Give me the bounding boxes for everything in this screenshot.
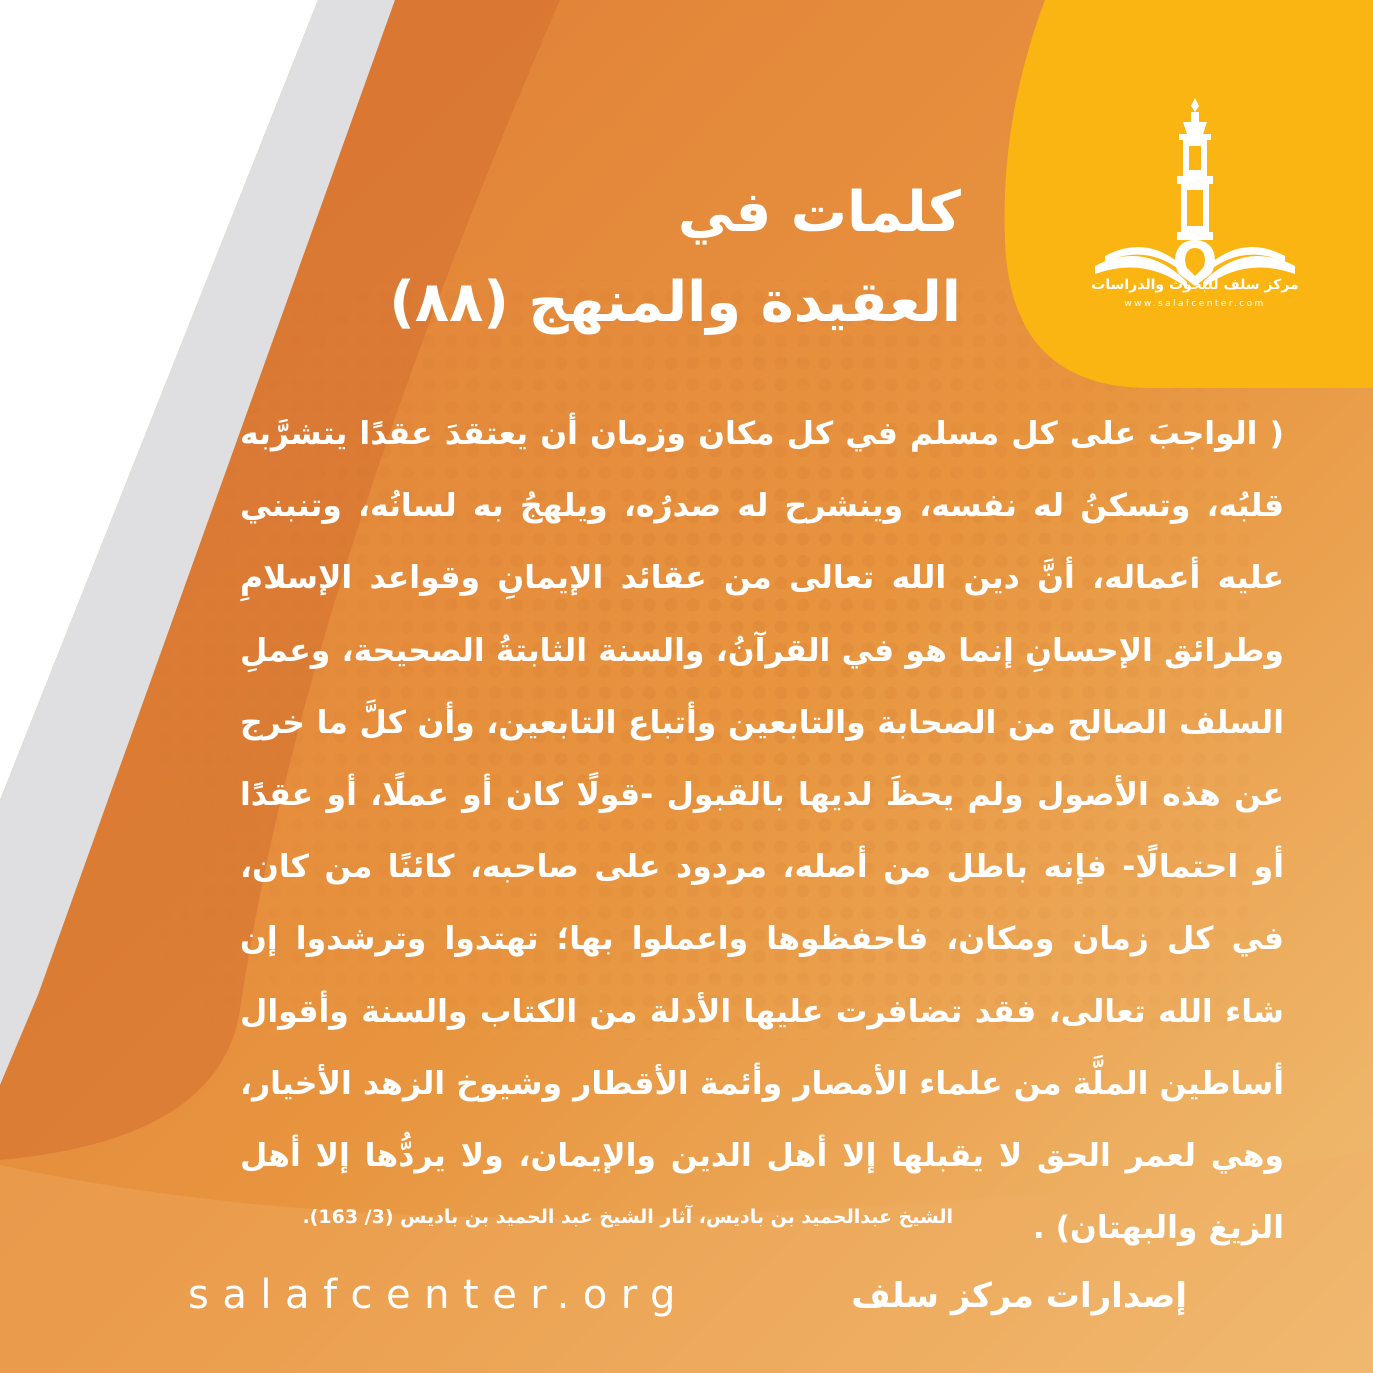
- title-line-1: كلمات في: [677, 180, 961, 245]
- title-line-2: العقيدة والمنهج (٨٨): [389, 270, 961, 335]
- footer-website: salafcenter.org: [188, 1272, 689, 1318]
- minaret-book-icon: [1075, 90, 1315, 330]
- footer-publisher-label: إصدارات مركز سلف: [851, 1276, 1187, 1316]
- logo-url: www.salafcenter.com: [1124, 299, 1266, 309]
- page-title: [361, 168, 961, 348]
- source-citation: الشيخ عبدالحميد بن باديس، آثار الشيخ عبد الحميد بن باديس (3/ 163).: [302, 1206, 953, 1228]
- logo-name: مركز سلف للبحوث والدراسات: [1091, 277, 1299, 293]
- quote-text: ( الواجبَ على كل مسلم في كل مكان وزمان أن يعتقدَ عقدًا يتشرَّبه قلبُه، وتسكنُ له نفسه، وينشرح له صدرُه، ويلهجُ به لسانُه، وتنبني عليه أعماله، أنَّ دين الله تعالى من عقائد الإيمانِ وقواعد الإسلامِ وطرائق الإحسانِ إنما هو في القرآنُ، والسنة الثابتةُ الصحيحة، وعملِ السلف الصالح من الصحابة والتابعين وأتباع التابعين، وأن كلَّ ما خرج عن هذه الأصول ولم يحظَ لديها بالقبول -قولًا كان أو عملًا، أو عقدًا أو احتمالًا- فإنه باطل من أصله، مردود على صاحبه، كائنًا من كان، في كل زمان ومكان، فاحفظوها واعملوا بها؛ تهتدوا وترشدوا إن شاء الله تعالى، فقد تضافرت عليها الأدلة من الكتاب والسنة وأقوال أساطين الملَّة من علماء الأمصار وأئمة الأقطار وشيوخ الزهد الأخيار، وهي لعمر الحق لا يقبلها إلا أهل الدين والإيمان، ولا يردُّها إلا أهل الزيغ والبهتان) .: [240, 416, 1284, 1247]
